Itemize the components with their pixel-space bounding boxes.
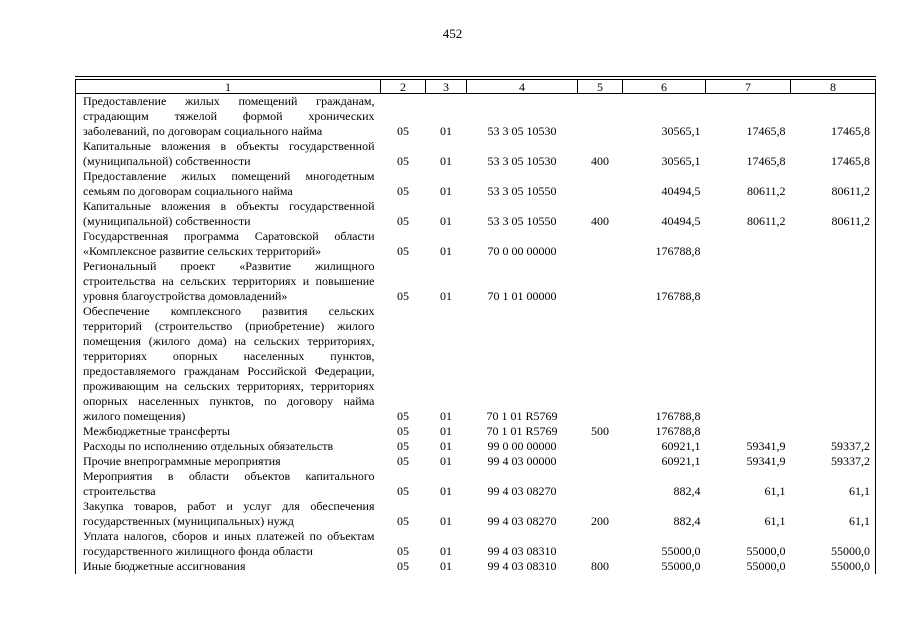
table-row xyxy=(76,94,876,140)
row-value-cell: 99 4 03 08270 xyxy=(487,484,557,498)
row-name-cell: Капитальные вложения в объекты государственной (муниципальной) собственности xyxy=(76,199,381,229)
header-row xyxy=(76,80,876,94)
header-cell: 6 xyxy=(623,80,706,94)
row-name-cell: Предоставление жилых помещений многодетным семьям по договорам социального найма xyxy=(76,169,381,199)
budget-table-wrap xyxy=(75,76,876,574)
row-value-cell: 05 xyxy=(397,184,409,198)
row-name-cell: Закупка товаров, работ и услуг для обеспечения государственных (муниципальных) нужд xyxy=(76,499,381,529)
row-value-cell: 05 xyxy=(397,484,409,498)
row-value-cell: 53 3 05 10530 xyxy=(487,124,557,138)
row-name-cell: Государственная программа Саратовской области «Комплексное развитие сельских территорий» xyxy=(76,229,381,259)
row-value-cell: 55000,0 xyxy=(746,544,786,558)
row-value-cell: 99 4 03 00000 xyxy=(487,454,557,468)
row-name-cell: Обеспечение комплексного развития сельских территорий (строительство (приобретение) жилого помещения (жилого дома) на сельских территориях, территориях опорных населенных пунктов, предоставляемого гражданам Российской Федерации, проживающим на сельских территориях, территориях опорных населенных пунктов, по договору найма жилого помещения) xyxy=(76,304,381,424)
row-value-cell: 800 xyxy=(591,559,609,573)
row-value-cell: 05 xyxy=(397,559,409,573)
row-name-cell: Расходы по исполнению отдельных обязательств xyxy=(76,439,381,454)
row-value-cell: 55000,0 xyxy=(791,559,876,574)
row-value-cell: 61,1 xyxy=(791,499,876,529)
row-value-cell: 40494,5 xyxy=(661,214,701,228)
row-value-cell xyxy=(578,469,623,499)
row-value-cell xyxy=(578,439,623,454)
row-value-cell: 17465,8 xyxy=(746,124,786,138)
row-value-cell xyxy=(706,424,791,439)
row-value-cell: 99 4 03 08270 xyxy=(487,514,557,528)
row-value-cell: 70 1 01 R5769 xyxy=(486,409,558,423)
row-value-cell xyxy=(791,229,876,259)
row-value-cell xyxy=(706,229,791,259)
row-value-cell xyxy=(578,259,623,304)
row-value-cell: 05 xyxy=(397,244,409,258)
row-value-cell: 53 3 05 10550 xyxy=(487,184,557,198)
row-name-cell: Иные бюджетные ассигнования xyxy=(76,559,381,574)
row-value-cell: 70 1 01 00000 xyxy=(487,289,557,303)
row-value-cell: 61,1 xyxy=(764,484,786,498)
row-value-cell: 55000,0 xyxy=(746,559,786,573)
row-value-cell: 01 xyxy=(440,514,452,528)
row-value-cell xyxy=(791,304,876,424)
row-value-cell: 99 0 00 00000 xyxy=(487,439,557,453)
table-row xyxy=(76,424,876,439)
table-row xyxy=(76,439,876,454)
row-value-cell: 55000,0 xyxy=(661,544,701,558)
row-value-cell: 01 xyxy=(440,424,452,438)
table-row xyxy=(76,139,876,169)
row-value-cell: 176788,8 xyxy=(655,289,701,303)
table-row xyxy=(76,454,876,469)
row-value-cell: 500 xyxy=(591,424,609,438)
row-name-cell: Капитальные вложения в объекты государственной (муниципальной) собственности xyxy=(76,139,381,169)
row-value-cell: 400 xyxy=(591,214,609,228)
table-row xyxy=(76,304,876,424)
row-value-cell: 05 xyxy=(397,454,409,468)
row-value-cell: 60921,1 xyxy=(661,439,701,453)
row-value-cell: 882,4 xyxy=(673,484,701,498)
row-value-cell: 05 xyxy=(397,544,409,558)
table-row xyxy=(76,499,876,529)
row-value-cell: 80611,2 xyxy=(746,214,786,228)
row-value-cell: 05 xyxy=(397,439,409,453)
row-value-cell: 01 xyxy=(440,484,452,498)
row-value-cell xyxy=(578,169,623,199)
row-value-cell xyxy=(578,304,623,424)
row-value-cell: 30565,1 xyxy=(661,124,701,138)
table-row xyxy=(76,199,876,229)
row-value-cell: 01 xyxy=(440,409,452,423)
row-value-cell xyxy=(578,229,623,259)
row-value-cell: 01 xyxy=(440,124,452,138)
row-name-cell: Уплата налогов, сборов и иных платежей по объектам государственного жилищного фонда области xyxy=(76,529,381,559)
row-value-cell: 400 xyxy=(591,154,609,168)
row-value-cell: 882,4 xyxy=(673,514,701,528)
table-row xyxy=(76,169,876,199)
row-value-cell: 01 xyxy=(440,439,452,453)
row-value-cell xyxy=(706,259,791,304)
row-value-cell: 70 1 01 R5769 xyxy=(486,424,558,438)
header-cell: 1 xyxy=(76,80,381,94)
header-cell: 4 xyxy=(467,80,578,94)
row-value-cell: 59337,2 xyxy=(791,454,876,469)
page-number: 452 xyxy=(442,26,463,41)
row-value-cell: 05 xyxy=(397,514,409,528)
row-value-cell: 53 3 05 10530 xyxy=(487,154,557,168)
row-value-cell: 01 xyxy=(440,244,452,258)
row-value-cell: 05 xyxy=(397,424,409,438)
row-name-cell: Региональный проект «Развитие жилищного строительства на сельских территориях и повышение уровня благоустройства домовладений» xyxy=(76,259,381,304)
header-cell: 2 xyxy=(381,80,426,94)
row-value-cell: 80611,2 xyxy=(791,199,876,229)
header-cell: 7 xyxy=(706,80,791,94)
row-value-cell: 40494,5 xyxy=(661,184,701,198)
table-row xyxy=(76,229,876,259)
table-row xyxy=(76,559,876,574)
row-value-cell: 61,1 xyxy=(791,469,876,499)
row-value-cell xyxy=(578,454,623,469)
row-value-cell: 70 0 00 00000 xyxy=(487,244,557,258)
row-value-cell: 59341,9 xyxy=(746,454,786,468)
row-value-cell: 200 xyxy=(591,514,609,528)
row-value-cell: 30565,1 xyxy=(661,154,701,168)
row-name-cell: Прочие внепрограммные мероприятия xyxy=(76,454,381,469)
row-value-cell: 05 xyxy=(397,409,409,423)
row-value-cell: 80611,2 xyxy=(746,184,786,198)
table-row xyxy=(76,259,876,304)
row-value-cell xyxy=(578,94,623,140)
row-value-cell: 17465,8 xyxy=(791,139,876,169)
row-value-cell: 05 xyxy=(397,124,409,138)
row-value-cell xyxy=(791,259,876,304)
row-value-cell: 17465,8 xyxy=(791,94,876,140)
table-header xyxy=(76,80,876,94)
row-value-cell: 05 xyxy=(397,154,409,168)
row-value-cell: 01 xyxy=(440,544,452,558)
row-value-cell: 176788,8 xyxy=(655,244,701,258)
row-value-cell xyxy=(706,304,791,424)
budget-table xyxy=(75,79,876,574)
row-value-cell: 80611,2 xyxy=(791,169,876,199)
row-value-cell: 05 xyxy=(397,289,409,303)
table-row xyxy=(76,469,876,499)
table-body xyxy=(76,94,876,575)
row-value-cell: 61,1 xyxy=(764,514,786,528)
row-value-cell: 01 xyxy=(440,289,452,303)
row-value-cell xyxy=(791,424,876,439)
row-value-cell: 59337,2 xyxy=(791,439,876,454)
header-cell: 8 xyxy=(791,80,876,94)
row-name-cell: Межбюджетные трансферты xyxy=(76,424,381,439)
row-value-cell: 176788,8 xyxy=(655,409,701,423)
row-value-cell: 53 3 05 10550 xyxy=(487,214,557,228)
row-value-cell: 01 xyxy=(440,184,452,198)
row-value-cell: 99 4 03 08310 xyxy=(487,559,557,573)
row-value-cell: 01 xyxy=(440,214,452,228)
row-value-cell xyxy=(578,529,623,559)
row-value-cell: 55000,0 xyxy=(791,529,876,559)
row-value-cell: 59341,9 xyxy=(746,439,786,453)
row-value-cell: 17465,8 xyxy=(746,154,786,168)
row-value-cell: 01 xyxy=(440,559,452,573)
row-value-cell: 01 xyxy=(440,154,452,168)
table-row xyxy=(76,529,876,559)
row-name-cell: Предоставление жилых помещений гражданам, страдающим тяжелой формой хронических заболеваний, по договорам социального найма xyxy=(76,94,381,140)
row-value-cell: 99 4 03 08310 xyxy=(487,544,557,558)
row-value-cell: 55000,0 xyxy=(661,559,701,573)
header-cell: 5 xyxy=(578,80,623,94)
row-value-cell: 05 xyxy=(397,214,409,228)
row-value-cell: 176788,8 xyxy=(655,424,701,438)
row-value-cell: 01 xyxy=(440,454,452,468)
row-name-cell: Мероприятия в области объектов капитального строительства xyxy=(76,469,381,499)
header-cell: 3 xyxy=(426,80,467,94)
row-value-cell: 60921,1 xyxy=(661,454,701,468)
